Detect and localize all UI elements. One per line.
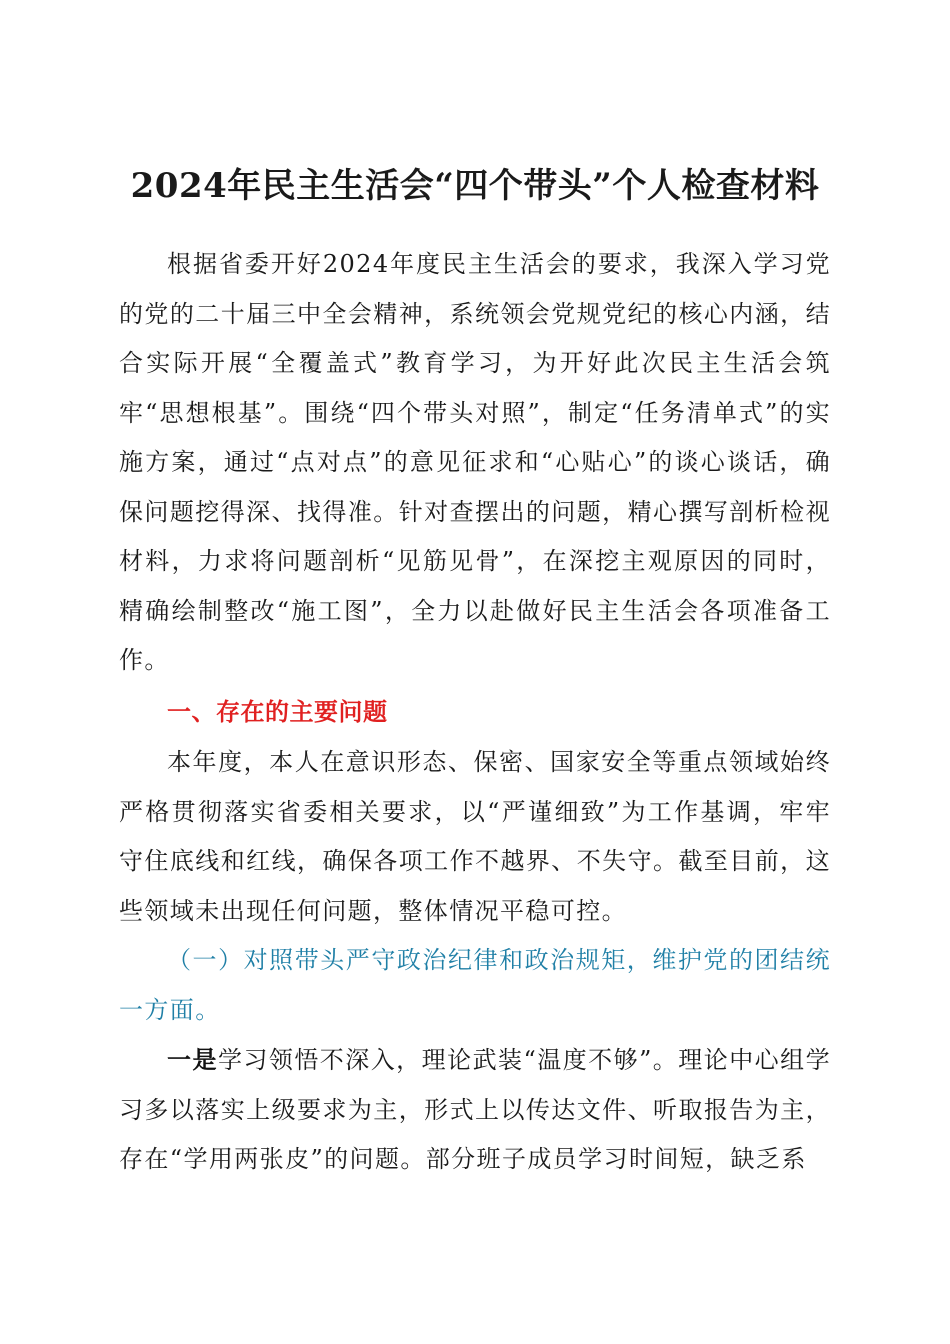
point-one-text: 学习领悟不深入，理论武装“温度不够”。理论中心组学习多以落实上级要求为主，形式上以传达文件、听取报告为主，存在“学用两张皮”的问题。部分班子成员学习时间短，缺乏系 xyxy=(119,1046,831,1173)
point-one-paragraph xyxy=(119,1036,831,1185)
problems-summary-paragraph: 本年度，本人在意识形态、保密、国家安全等重点领域始终严格贯彻落实省委相关要求，以“严谨细致”为工作基调，牢牢守住底线和红线，确保各项工作不越界、不失守。截至目前，这些领域未出现任何问题，整体情况平稳可控。 xyxy=(119,748,831,925)
section-heading-main-problems: 一、存在的主要问题 xyxy=(167,698,388,726)
subsection-heading-political-discipline: （一）对照带头严守政治纪律和政治规矩，维护党的团结统一方面。 xyxy=(119,946,831,1024)
document-title: 2024年民主生活会“四个带头”个人检查材料 xyxy=(130,166,820,206)
point-one-lead: 一是 xyxy=(167,1046,218,1074)
intro-paragraph: 根据省委开好2024年度民主生活会的要求，我深入学习党的党的二十届三中全会精神，系统领会党规党纪的核心内涵，结合实际开展“全覆盖式”教育学习，为开好此次民主生活会筑牢“思想根基”。围绕“四个带头对照”，制定“任务清单式”的实施方案，通过“点对点”的意见征求和“心贴心”的谈心谈话，确保问题挖得深、找得准。针对查摆出的问题，精心撰写剖析检视材料，力求将问题剖析“见筋见骨”，在深挖主观原因的同时，精确绘制整改“施工图”，全力以赴做好民主生活会各项准备工作。 xyxy=(119,250,831,674)
